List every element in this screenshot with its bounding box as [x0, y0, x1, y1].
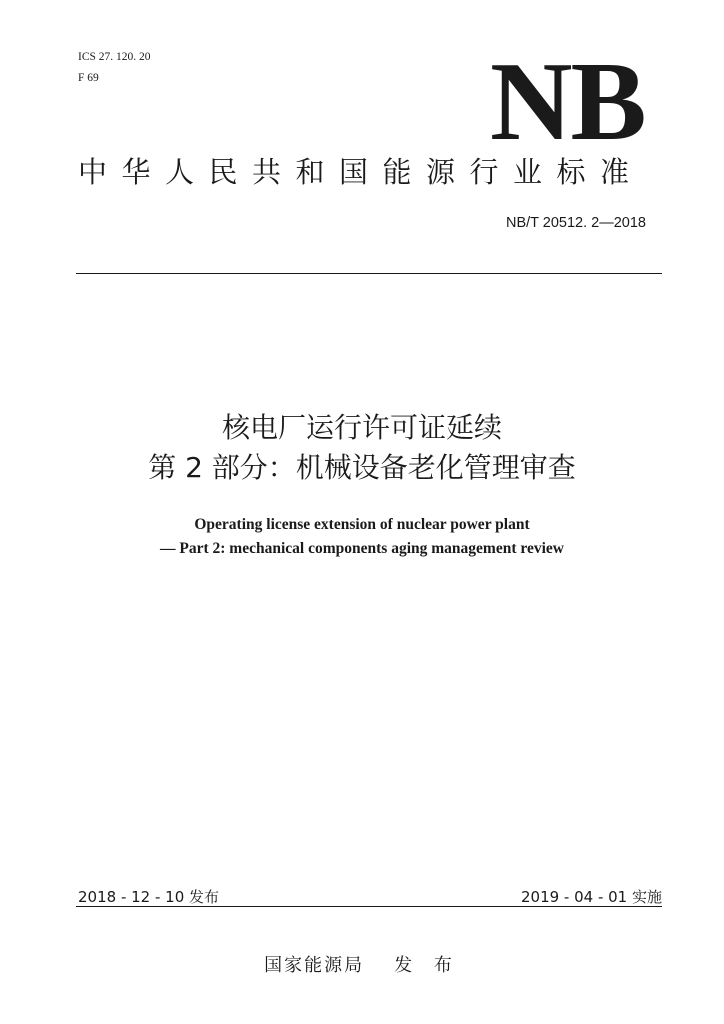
- ics-code: ICS 27. 120. 20: [78, 51, 151, 63]
- classification-code: F 69: [78, 72, 99, 84]
- standard-title: 中华人民共和国能源行业标准: [78, 155, 644, 189]
- issuer-name: 国家能源局: [264, 955, 365, 976]
- bottom-divider: [76, 906, 662, 907]
- issuer-line: [0, 954, 724, 978]
- standard-number: NB/T 20512. 2—2018: [506, 215, 646, 231]
- english-title-line-1: Operating license extension of nuclear power plant: [194, 516, 530, 533]
- english-title-line-2: — Part 2: mechanical components aging management review: [160, 540, 564, 557]
- implementation-date: 2019 - 04 - 01 实施: [520, 888, 662, 906]
- chinese-title-line-2: 第 2 部分：机械设备老化管理审查: [148, 451, 576, 484]
- chinese-title-line-1: 核电厂运行许可证延续: [221, 411, 502, 444]
- top-divider: [76, 273, 662, 274]
- issued-label: 发 布: [394, 955, 460, 976]
- nb-logo: NB: [490, 40, 645, 164]
- issue-date: 2018 - 12 - 10 发布: [78, 888, 220, 906]
